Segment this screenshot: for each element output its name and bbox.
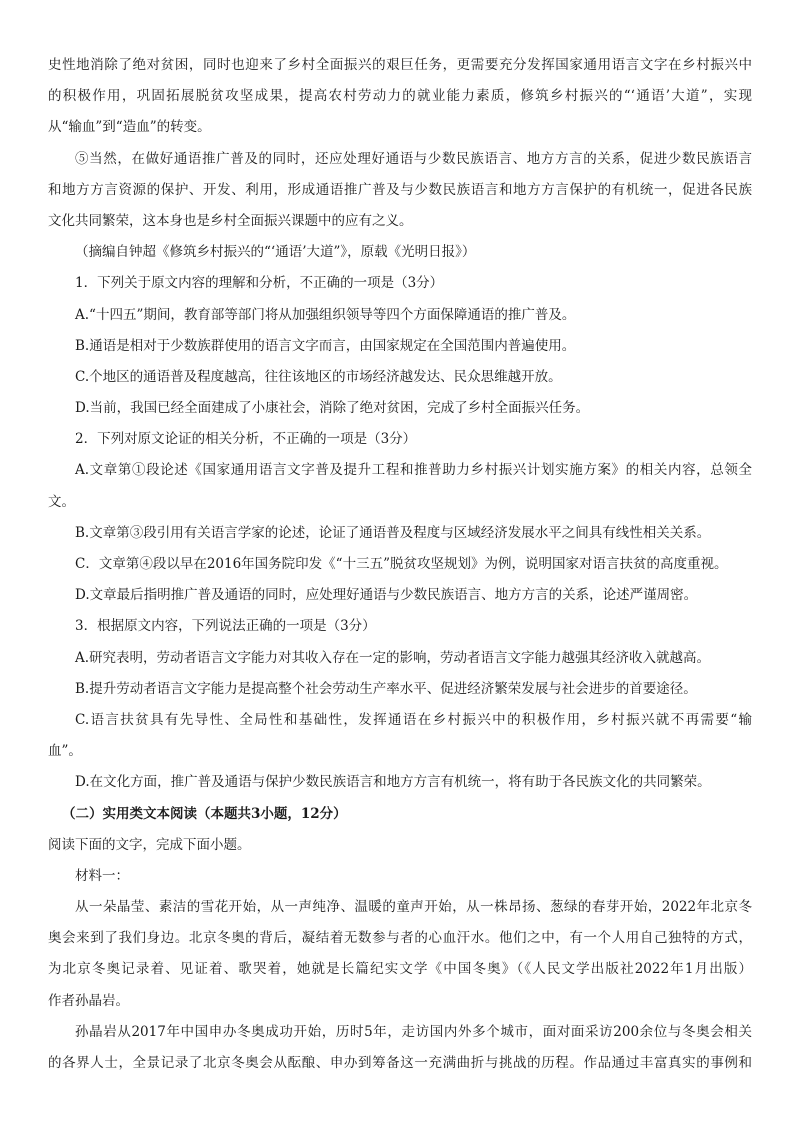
text-line: 和地方方言资源的保护、开发、利用，形成通语推广普及与少数民族语言和地方方言保护的有机统一，促进各民族: [48, 181, 752, 198]
text-line: 从“输血”到“造血”的转变。: [48, 119, 211, 136]
text-line: D.在文化方面，推广普及通语与保护少数民族语言和地方方言有机统一，将有助于各民族文化的共同繁荣。: [75, 774, 711, 791]
text-line: 文化共同繁荣，这本身也是乡村全面振兴课题中的应有之义。: [48, 212, 413, 229]
text-line: C.个地区的通语普及程度越高，往往该地区的市场经济越发达、民众思维越开放。: [75, 368, 562, 385]
text-line: A.“十四五”期间，教育部等部门将从加强组织领导等四个方面保障通语的推广普及。: [75, 306, 576, 323]
text-line: 的各界人士，全景记录了北京冬奥会从酝酿、申办到筹备这一充满曲折与挑战的历程。作品通过丰富真实的事例和: [48, 1055, 752, 1071]
text-line: 的积极作用，巩固拓展脱贫攻坚成果，提高农村劳动力的就业能力素质，修筑乡村振兴的“‘通语’大道”，实现: [48, 88, 752, 105]
text-line: 3．根据原文内容，下列说法正确的一项是（3分）: [75, 618, 376, 635]
text-line: C．文章第④段以早在2016年国务院印发《“十三五”脱贫攻坚规划》为例，说明国家对语言扶贫的高度重视。: [75, 556, 728, 572]
text-line: 文。: [48, 493, 75, 510]
text-line: A.文章第①段论述《国家通用语言文字普及提升工程和推普助力乡村振兴计划实施方案》的相关内容，总领全: [75, 462, 752, 479]
text-line: B.通语是相对于少数族群使用的语言文字而言，由国家规定在全国范围内普遍使用。: [75, 337, 576, 354]
text-line: （摘编自钟超《修筑乡村振兴的“‘通语’大道”》，原载《光明日报》）: [75, 244, 476, 261]
text-line: （二）实用类文本阅读（本题共3小题，12分）: [62, 805, 347, 822]
text-line: 从一朵晶莹、素洁的雪花开始，从一声纯净、温暖的童声开始，从一株昂扬、葱绿的春芽开始，2022年北京冬: [75, 899, 752, 916]
text-line: B.提升劳动者语言文字能力是提高整个社会劳动生产率水平、促进经济繁荣发展与社会进步的首要途径。: [75, 680, 697, 697]
text-line: ⑤当然，在做好通语推广普及的同时，还应处理好通语与少数民族语言、地方方言的关系，促进少数民族语言: [75, 150, 752, 167]
text-line: B.文章第③段引用有关语言学家的论述，论证了通语普及程度与区域经济发展水平之间具有线性相关关系。: [75, 524, 711, 541]
text-line: D.文章最后指明推广普及通语的同时，应处理好通语与少数民族语言、地方方言的关系，论述严谨周密。: [75, 587, 698, 604]
text-line: 2．下列对原文论证的相关分析，不正确的一项是（3分）: [75, 431, 417, 448]
text-line: 血”。: [48, 743, 82, 760]
text-line: 为北京冬奥记录着、见证着、歌哭着，她就是长篇纪实文学《中国冬奥》（《人民文学出版社2022年1月出版）: [48, 961, 752, 978]
text-line: 材料一：: [75, 867, 129, 884]
text-line: 奥会来到了我们身边。北京冬奥的背后，凝结着无数参与者的心血汗水。他们之中，有一个人用自己独特的方式，: [48, 930, 752, 947]
text-line: C.语言扶贫具有先导性、全局性和基础性，发挥通语在乡村振兴中的积极作用，乡村振兴就不再需要“输: [75, 711, 752, 728]
text-line: D.当前，我国已经全面建成了小康社会，消除了绝对贫困，完成了乡村全面振兴任务。: [75, 400, 590, 417]
text-line: 孙晶岩从2017年中国申办冬奥成功开始，历时5年，走访国内外多个城市，面对面采访200余位与冬奥会相关: [75, 1023, 752, 1040]
document-page: [48, 50, 752, 1079]
text-line: A.研究表明，劳动者语言文字能力对其收入存在一定的影响，劳动者语言文字能力越强其经济收入就越高。: [75, 649, 711, 666]
text-line: 作者孙晶岩。: [48, 992, 129, 1009]
text-line: 史性地消除了绝对贫困，同时也迎来了乡村全面振兴的艰巨任务，更需要充分发挥国家通用语言文字在乡村振兴中: [48, 57, 752, 73]
text-line: 阅读下面的文字，完成下面小题。: [48, 836, 251, 853]
text-line: 1．下列关于原文内容的理解和分析，不正确的一项是（3分）: [75, 275, 444, 292]
